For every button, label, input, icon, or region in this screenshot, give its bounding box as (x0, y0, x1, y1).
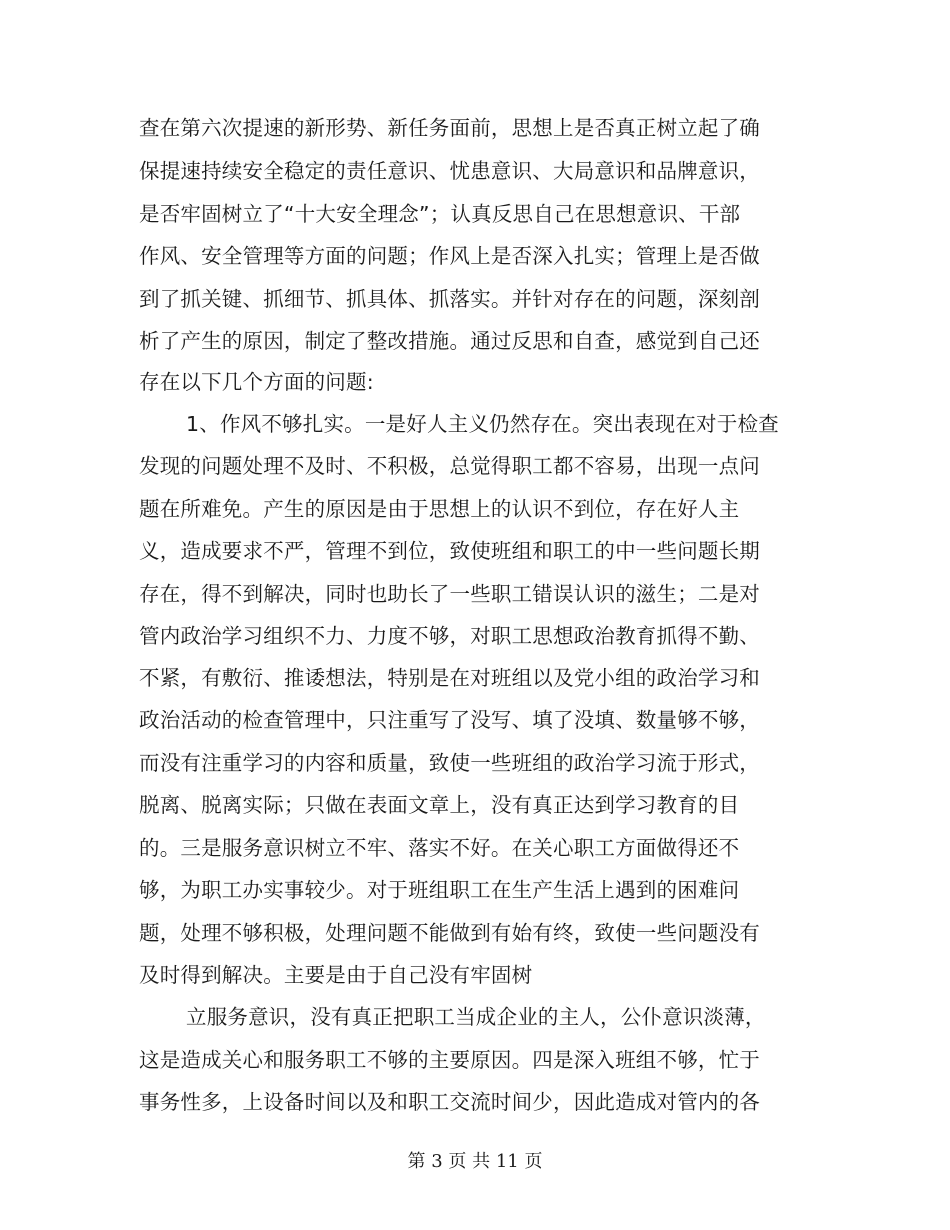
text-line: 这是造成关心和服务职工不够的主要原因。四是深入班组不够，忙于 (139, 1048, 760, 1072)
text-line: 1、作风不够扎实。一是好人主义仍然存在。突出表现在对于检查 (186, 412, 779, 436)
text-line: 及时得到解决。主要是由于自己没有牢固树 (139, 963, 533, 987)
text-line: 而没有注重学习的内容和质量，致使一些班组的政治学习流于形式， (139, 751, 760, 775)
text-line: 存在，得不到解决，同时也助长了一些职工错误认识的滋生；二是对 (139, 582, 760, 606)
page-number-footer: 第 3 页 共 11 页 (407, 1151, 543, 1172)
text-line: 存在以下几个方面的问题: (139, 370, 374, 394)
text-line: 脱离、脱离实际；只做在表面文章上，没有真正达到学习教育的目 (139, 793, 740, 817)
text-line: 够，为职工办实事较少。对于班组职工在生产生活上遇到的困难问 (139, 878, 740, 902)
text-line: 的。三是服务意识树立不牢、落实不好。在关心职工方面做得还不 (139, 836, 740, 860)
text-line: 义，造成要求不严，管理不到位，致使班组和职工的中一些问题长期 (139, 539, 760, 563)
text-line: 不紧，有敷衍、推诿想法，特别是在对班组以及党小组的政治学习和 (139, 666, 760, 690)
text-line: 题，处理不够积极，处理问题不能做到有始有终，致使一些问题没有 (139, 921, 760, 945)
text-line: 发现的问题处理不及时、不积极，总觉得职工都不容易，出现一点问 (139, 454, 760, 478)
text-line: 查在第六次提速的新形势、新任务面前，思想上是否真正树立起了确 (139, 116, 760, 140)
text-line: 到了抓关键、抓细节、抓具体、抓落实。并针对存在的问题，深刻剖 (139, 287, 760, 311)
text-line: 立服务意识，没有真正把职工当成企业的主人，公仆意识淡薄， (186, 1005, 766, 1029)
text-line: 作风、安全管理等方面的问题；作风上是否深入扎实；管理上是否做 (139, 244, 760, 268)
text-line: 保提速持续安全稳定的责任意识、忧患意识、大局意识和品牌意识， (139, 159, 760, 183)
text-line: 是否牢固树立了“十大安全理念”；认真反思自己在思想意识、干部 (139, 202, 741, 226)
text-line: 管内政治学习组织不力、力度不够，对职工思想政治教育抓得不勤、 (139, 624, 760, 648)
text-line: 题在所难免。产生的原因是由于思想上的认识不到位，存在好人主 (139, 497, 740, 521)
text-line: 析了产生的原因，制定了整改措施。通过反思和自查，感觉到自己还 (139, 329, 760, 353)
text-line: 政治活动的检查管理中，只注重写了没写、填了没填、数量够不够， (139, 708, 760, 732)
text-line: 事务性多，上设备时间以及和职工交流时间少，因此造成对管内的各 (139, 1090, 760, 1114)
